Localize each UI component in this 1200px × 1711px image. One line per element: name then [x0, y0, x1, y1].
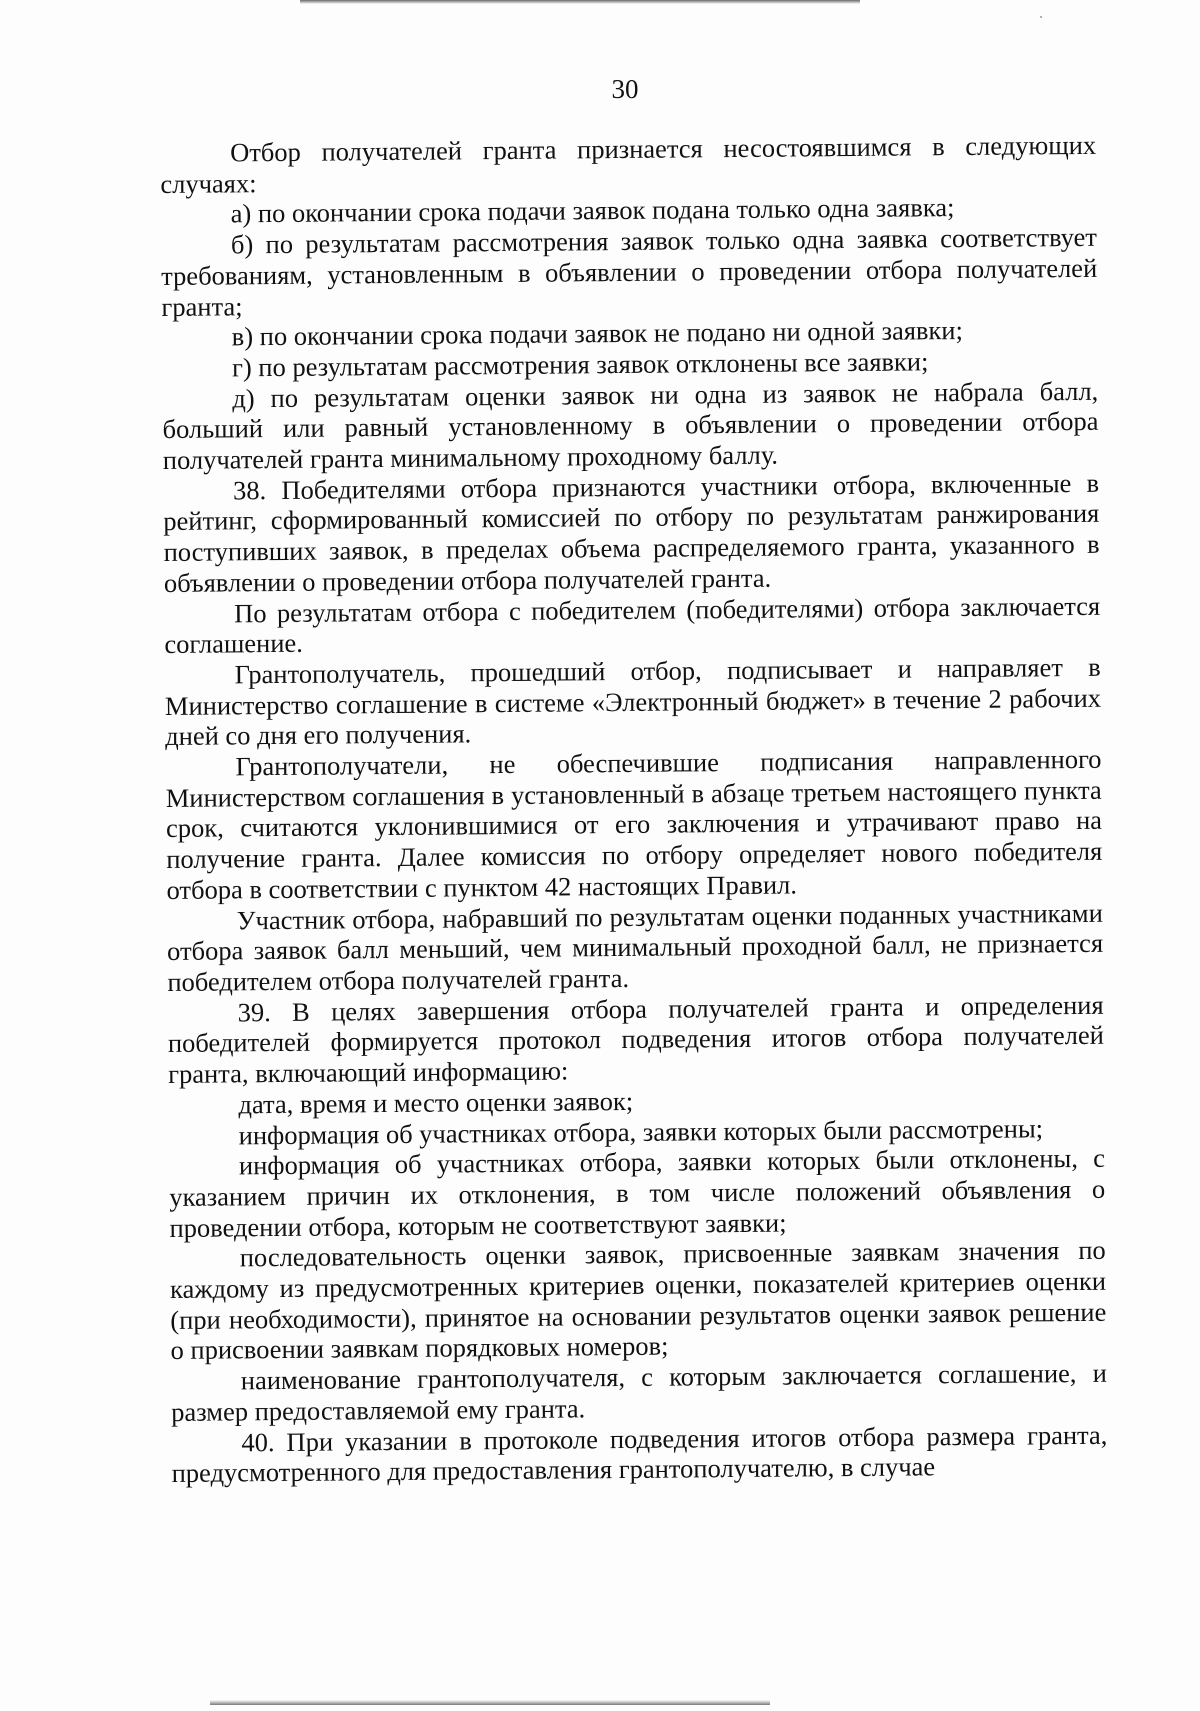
list-item: в) по окончании срока подачи заявок не подано ни одной заявки;: [231, 315, 964, 352]
paragraph: 40. При указании в протоколе подведения итогов отбора размера гранта, предусмотренного для предоставления грантополучателю, в случае: [171, 1419, 1108, 1489]
list-item: д) по результатам оценки заявок ни одна из заявок не набрала балл, больший или равный установленному в объявлении о проведении отбора получателей гранта минимальному проходному баллу.: [162, 375, 1099, 476]
list-item: дата, время и место оценки заявок;: [238, 1085, 634, 1120]
document-body: [160, 130, 1108, 1489]
list-item: информация об участниках отбора, заявки которых были отклонены, с указанием причин их отклонения, в том числе положений объявления о проведении отбора, которым не соответствуют заявки;: [169, 1142, 1106, 1243]
paragraph: Грантополучатели, не обеспечившие подписания направленного Министерством соглашения в установленный в абзаце третьем настоящего пункта срок, считаются уклонившимися от его заключения и утрачивают право на получение гранта. Далее комиссия по отбору определяет нового победителя отбора в соответствии с пунктом 42 настоящих Правил.: [165, 743, 1103, 905]
paragraph: 38. Победителями отбора признаются участники отбора, включенные в рейтинг, сформированный комиссией по отбору по результатам ранжирования поступивших заявок, в пределах объема распределяемого гранта, указанного в объявлении о проведении отбора получателей гранта.: [163, 467, 1100, 598]
list-item: г) по результатам рассмотрения заявок отклонены все заявки;: [231, 346, 929, 383]
list-item: наименование грантополучателя, с которым заключается соглашение, и размер предоставляемой ему гранта.: [170, 1357, 1107, 1427]
list-item: последовательность оценки заявок, присвоенные заявкам значения по каждому из предусмотренных критериев оценки, показателей критериев оценки (при необходимости), принятое на основании результатов оценки заявок решение о присвоении заявкам порядковых номеров;: [169, 1235, 1107, 1366]
paragraph: По результатам отбора с победителем (победителями) отбора заключается соглашение.: [164, 590, 1101, 660]
paragraph: Участник отбора, набравший по результатам оценки поданных участниками отбора заявок балл меньший, чем минимальный проходной балл, не признается победителем отбора получателей гранта.: [166, 897, 1104, 997]
scan-edge-top: [300, 0, 860, 4]
list-item: а) по окончании срока подачи заявок подана только одна заявка;: [230, 192, 955, 229]
paragraph: Отбор получателей гранта признается несостоявшимся в следующих случаях:: [160, 129, 1097, 199]
page-number: 30: [611, 74, 639, 104]
list-item: б) по результатам рассмотрения заявок только одна заявка соответствует требованиям, установленным в объявлении о проведении отбора получателей гранта;: [161, 221, 1098, 322]
scan-edge-bottom: [210, 1700, 770, 1705]
list-item: информация об участниках отбора, заявки которых были рассмотрены;: [238, 1112, 1044, 1150]
paragraph: Грантополучатель, прошедший отбор, подписывает и направляет в Министерство соглашение в системе «Электронный бюджет» в течение 2 рабочих дней со дня его получения.: [164, 651, 1102, 752]
scan-speck: [1040, 16, 1042, 18]
paragraph: 39. В целях завершения отбора получателей гранта и определения победителей формируется протокол подведения итогов отбора получателей гранта, включающий информацию:: [167, 989, 1104, 1090]
